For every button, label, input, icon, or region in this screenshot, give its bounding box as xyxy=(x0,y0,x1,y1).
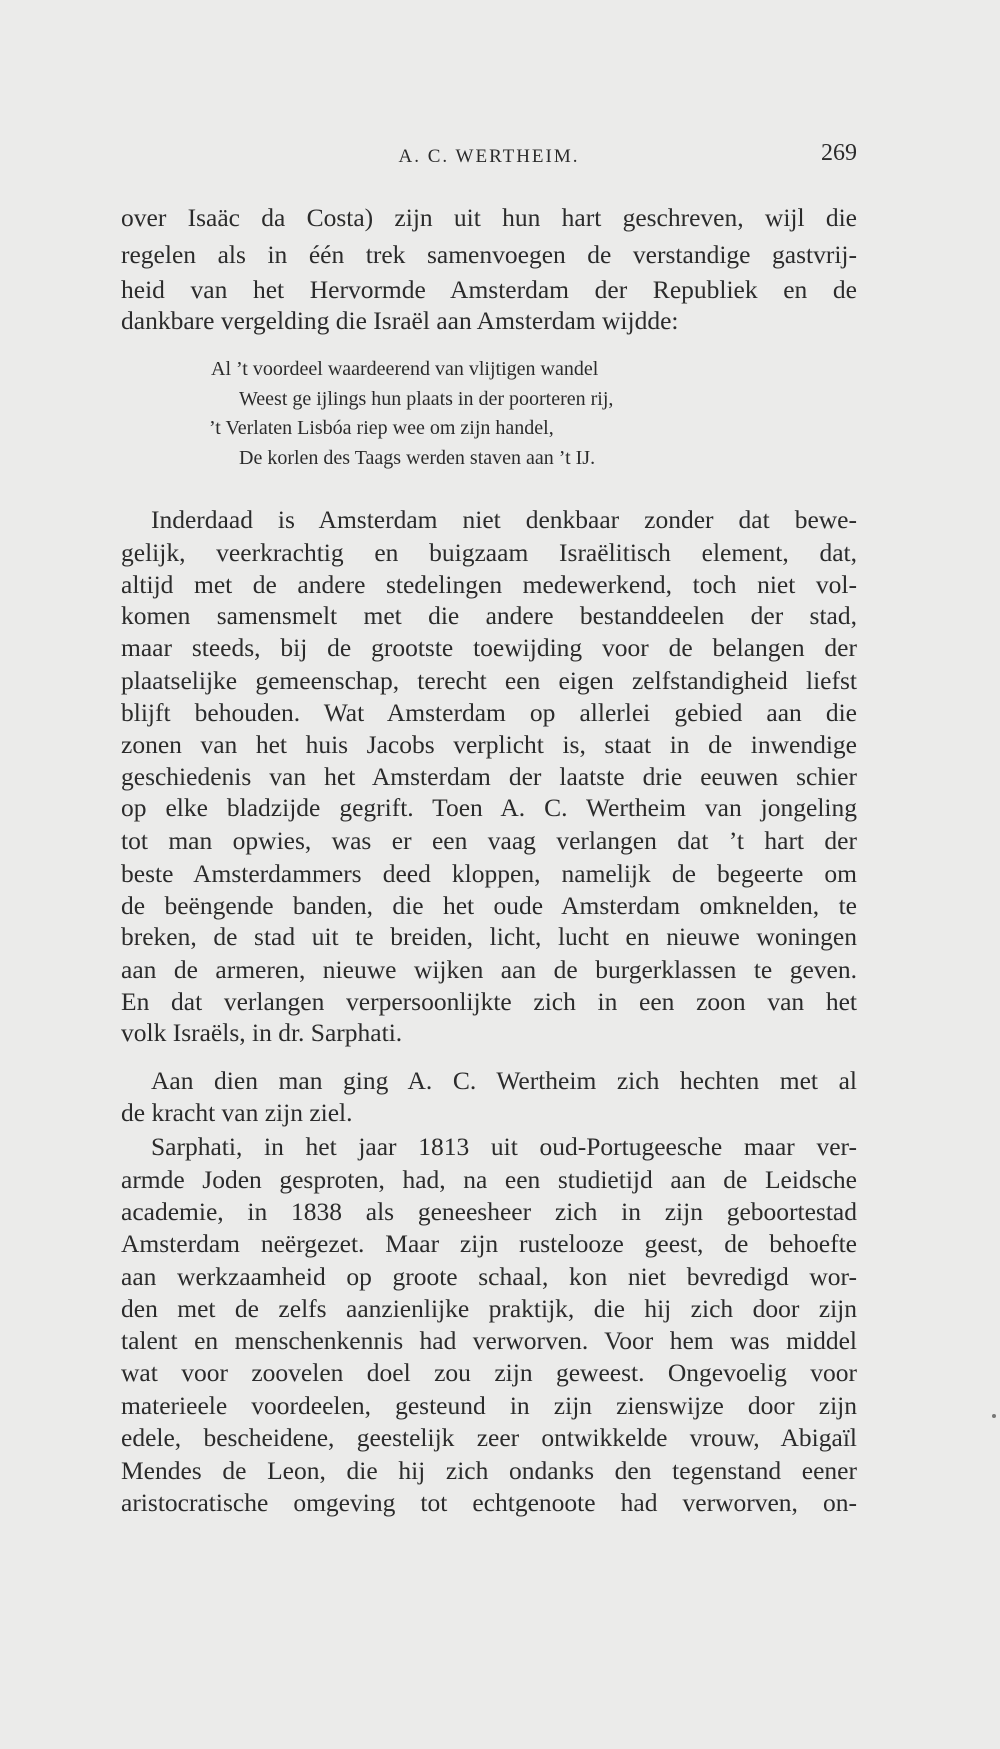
verse-line: ’t Verlaten Lisbóa riep wee om zijn handel, xyxy=(209,417,554,439)
text-line: Mendes de Leon, die hij zich ondanks den tegenstand eener xyxy=(121,1456,857,1485)
text-line: aristocratische omgeving tot echtgenoote had verworven, on- xyxy=(121,1488,857,1517)
paper-speck xyxy=(992,1414,996,1418)
text-line: over Isaäc da Costa) zijn uit hun hart geschreven, wijl die xyxy=(121,203,857,232)
verse-line: De korlen des Taags werden staven aan ’t IJ. xyxy=(239,447,596,469)
page-number: 269 xyxy=(821,140,857,166)
text-line: En dat verlangen verpersoonlijkte zich in een zoon van het xyxy=(121,987,857,1016)
text-line: beste Amsterdammers deed kloppen, namelijk de begeerte om xyxy=(121,859,857,888)
running-head xyxy=(121,140,857,174)
text-line: de kracht van zijn ziel. xyxy=(121,1098,353,1127)
text-line: den met de zelfs aanzienlijke praktijk, die hij zich door zijn xyxy=(121,1294,857,1323)
text-line: talent en menschenkennis had verworven. Voor hem was middel xyxy=(121,1326,857,1355)
running-title: A. C. WERTHEIM. xyxy=(398,146,580,167)
text-line: blijft behouden. Wat Amsterdam op allerlei gebied aan die xyxy=(121,698,857,727)
text-line: op elke bladzijde gegrift. Toen A. C. Wertheim van jongeling xyxy=(121,793,857,822)
text-line: zonen van het huis Jacobs verplicht is, staat in de inwendige xyxy=(121,730,857,759)
text-line: tot man opwies, was er een vaag verlangen dat ’t hart der xyxy=(121,826,857,855)
text-line: heid van het Hervormde Amsterdam der Republiek en de xyxy=(121,275,857,304)
text-line: aan de armeren, nieuwe wijken aan de burgerklassen te geven. xyxy=(121,955,857,984)
text-line: academie, in 1838 als geneesheer zich in zijn geboortestad xyxy=(121,1197,857,1226)
text-line: komen samensmelt met die andere bestanddeelen der stad, xyxy=(121,601,857,630)
text-line: materieele voordeelen, gesteund in zijn zienswijze door zijn xyxy=(121,1391,857,1420)
text-line: altijd met de andere stedelingen medewerkend, toch niet vol- xyxy=(121,570,857,599)
text-line: Sarphati, in het jaar 1813 uit oud-Portugeesche maar ver- xyxy=(151,1132,857,1161)
text-line: Amsterdam neërgezet. Maar zijn rustelooze geest, de behoefte xyxy=(121,1229,857,1258)
text-line: edele, bescheidene, geestelijk zeer ontwikkelde vrouw, Abigaïl xyxy=(121,1423,857,1452)
text-line: regelen als in één trek samenvoegen de verstandige gastvrij- xyxy=(121,240,857,269)
text-line: breken, de stad uit te breiden, licht, lucht en nieuwe woningen xyxy=(121,922,857,951)
text-line: gelijk, veerkrachtig en buigzaam Israëlitisch element, dat, xyxy=(121,538,857,567)
text-line: aan werkzaamheid op groote schaal, kon niet bevredigd wor- xyxy=(121,1262,857,1291)
text-line: Inderdaad is Amsterdam niet denkbaar zonder dat bewe- xyxy=(151,505,857,534)
verse-line: Al ’t voordeel waardeerend van vlijtigen wandel xyxy=(211,358,599,380)
text-line: armde Joden gesproten, had, na een studietijd aan de Leidsche xyxy=(121,1165,857,1194)
text-line: Aan dien man ging A. C. Wertheim zich hechten met al xyxy=(151,1066,857,1095)
text-line: maar steeds, bij de grootste toewijding voor de belangen der xyxy=(121,633,857,662)
verse-line: Weest ge ijlings hun plaats in der poorteren rij, xyxy=(239,388,614,410)
text-line: geschiedenis van het Amsterdam der laatste drie eeuwen schier xyxy=(121,762,857,791)
text-line: volk Israëls, in dr. Sarphati. xyxy=(121,1018,403,1047)
text-line: wat voor zoovelen doel zou zijn geweest. Ongevoelig voor xyxy=(121,1358,857,1387)
text-line: dankbare vergelding die Israël aan Amsterdam wijdde: xyxy=(121,306,679,335)
text-line: plaatselijke gemeenschap, terecht een eigen zelfstandigheid liefst xyxy=(121,666,857,695)
text-line: de beëngende banden, die het oude Amsterdam omknelden, te xyxy=(121,891,857,920)
